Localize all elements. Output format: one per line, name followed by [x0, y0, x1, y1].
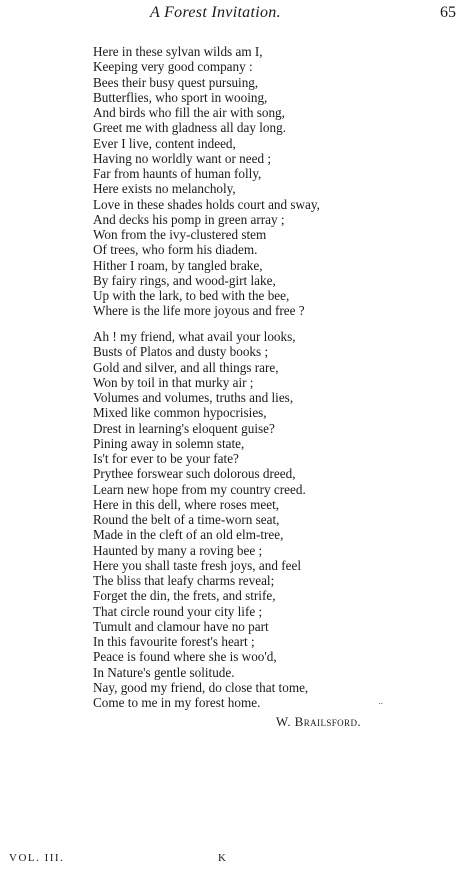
- poem-line: Pining away in solemn state,: [93, 435, 245, 451]
- poem-line: Gold and silver, and all things rare,: [93, 359, 279, 375]
- page-footer: [0, 852, 471, 872]
- poem-line: Here in this dell, where roses meet,: [93, 496, 280, 512]
- page-number: 65: [440, 4, 456, 21]
- poem-line: Having no worldly want or need ;: [93, 150, 271, 166]
- poem-line: Mixed like common hypocrisies,: [93, 405, 267, 421]
- poem-line: Nay, good my friend, do close that tome,: [93, 679, 309, 695]
- poem-line: Volumes and volumes, truths and lies,: [93, 390, 294, 405]
- volume-label: VOL. III.: [9, 852, 65, 864]
- poem-line: Come to me in my forest home.: [93, 695, 261, 710]
- poem-line: And decks his pomp in green array ;: [93, 211, 285, 227]
- poem-line: The bliss that leafy charms reveal;: [93, 573, 275, 588]
- poem-line: Drest in learning's eloquent guise?: [93, 420, 275, 436]
- poem-line: Here exists no melancholy,: [93, 181, 236, 197]
- poem-line: Here in these sylvan wilds am I,: [93, 44, 263, 59]
- author-signature: [276, 714, 361, 730]
- poem-line: In Nature's gentle solitude.: [93, 664, 235, 680]
- poem-line: Forget the din, the frets, and strife,: [93, 588, 276, 604]
- poem-line: In this favourite forest's heart ;: [93, 634, 255, 649]
- poem-line: Is't for ever to be your fate?: [93, 451, 239, 466]
- poem-line: Haunted by many a roving bee ;: [93, 542, 263, 558]
- poem-line: Ever I live, content indeed,: [93, 135, 236, 151]
- poem-line: Keeping very good company :: [93, 59, 253, 75]
- poem-line: Won by toil in that murky air ;: [93, 374, 254, 390]
- poem-line: Far from haunts of human folly,: [93, 166, 262, 181]
- poem-line: Made in the cleft of an old elm-tree,: [93, 527, 284, 543]
- poem-line: Tumult and clamour have no part: [93, 618, 269, 634]
- poem-line: Won from the ivy-clustered stem: [93, 227, 267, 242]
- poem-line: Of trees, who form his diadem.: [93, 242, 258, 258]
- poem-line: And birds who fill the air with song,: [93, 105, 285, 120]
- poem-line: Busts of Platos and dusty books ;: [93, 344, 269, 360]
- poem-line: Butterflies, who sport in wooing,: [93, 89, 268, 105]
- author-name: W. Brailsford.: [275, 714, 361, 729]
- printer-signature-mark: K: [218, 852, 226, 864]
- poem-line: Greet me with gladness all day long.: [93, 120, 287, 136]
- running-head: [0, 4, 471, 26]
- poem-line: Bees their busy quest pursuing,: [93, 74, 259, 90]
- poem-line: Where is the life more joyous and free ?: [93, 303, 305, 319]
- poem-line: Hither I roam, by tangled brake,: [93, 257, 263, 273]
- poem-line: Ah ! my friend, what avail your looks,: [93, 329, 296, 344]
- poem-line: Here you shall taste fresh joys, and feel: [93, 557, 301, 573]
- poem-line: Love in these shades holds court and sway,: [93, 196, 320, 212]
- poem-line: Prythee forswear such dolorous dreed,: [93, 466, 296, 482]
- poem-line: That circle round your city life ;: [93, 603, 263, 619]
- poem-line: By fairy rings, and wood-girt lake,: [93, 272, 276, 288]
- poem-line: Round the belt of a time-worn seat,: [93, 512, 280, 527]
- poem-line: Peace is found where she is woo'd,: [93, 649, 277, 665]
- stray-ink-mark: ..: [378, 696, 383, 706]
- poem-line: Learn new hope from my country creed.: [93, 481, 306, 497]
- poem-stanza-2: [93, 329, 308, 710]
- poem-stanza-1: [93, 44, 320, 319]
- poem-line: Up with the lark, to bed with the bee,: [93, 288, 290, 303]
- running-title: A Forest Invitation.: [150, 4, 281, 21]
